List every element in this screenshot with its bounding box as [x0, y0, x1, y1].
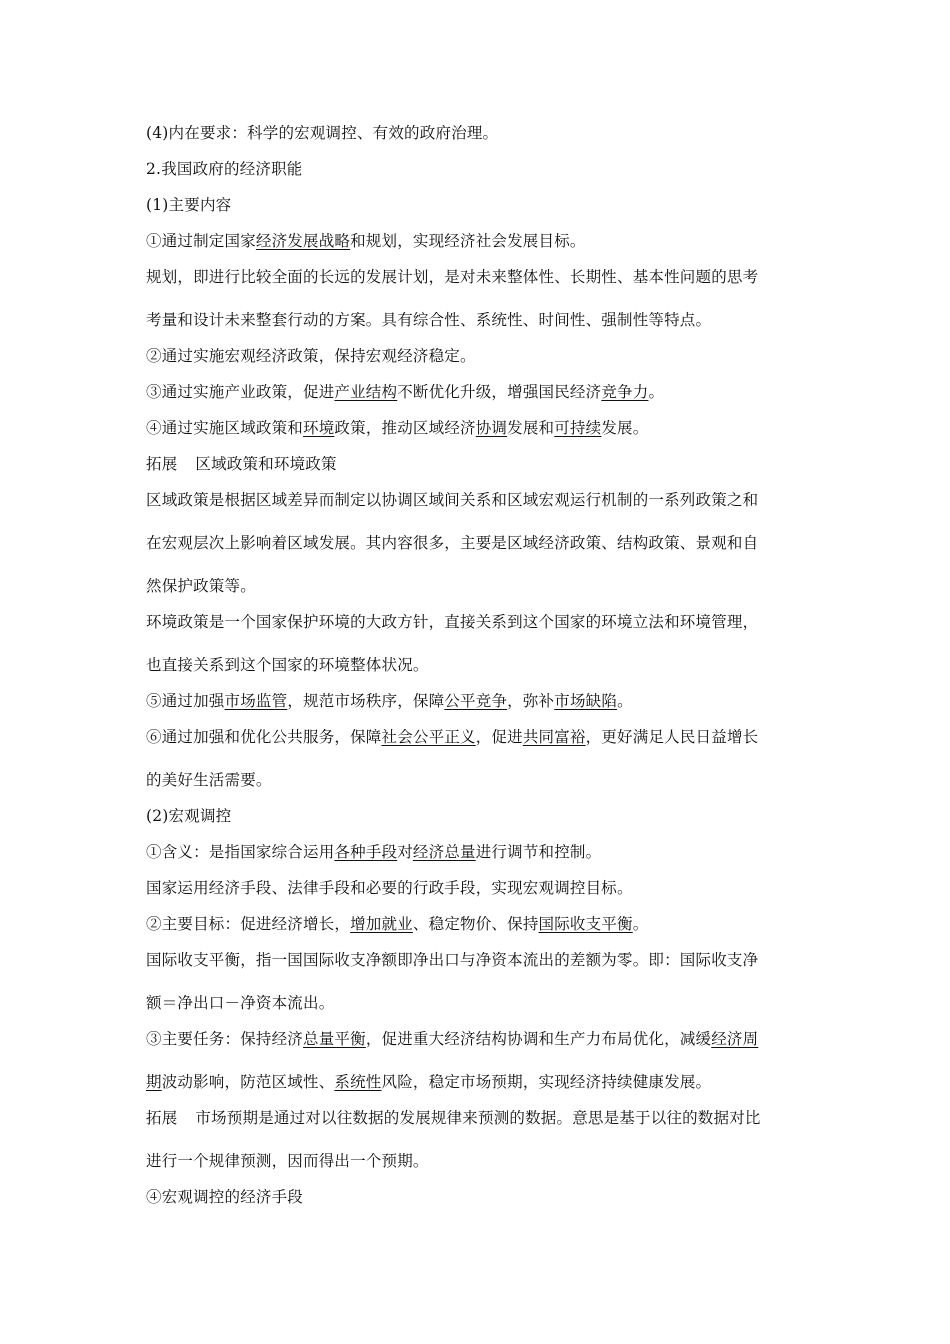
planning-note-line-2: 考量和设计未来整套行动的方案。具有综合性、系统性、时间性、强制性等特点。	[146, 311, 712, 329]
line-1: (4)内在要求：科学的宏观调控、有效的政府治理。	[146, 124, 499, 142]
regional-policy-line-1: 区域政策是根据区域差异而制定以协调区域间关系和区域宏观运行机制的一系列政策之和	[146, 491, 759, 509]
document-page	[146, 123, 808, 1207]
section-heading-2: 2.我国政府的经济职能	[146, 160, 303, 178]
item-2: ②通过实施宏观经济政策，保持宏观经济稳定。	[146, 347, 476, 365]
regional-policy-line-2: 在宏观层次上影响着区域发展。其内容很多，主要是区域经济政策、结构政策、景观和自	[146, 534, 759, 552]
extension-heading-1: 拓展 区域政策和环境政策	[146, 455, 337, 473]
environment-policy-line-1: 环境政策是一个国家保护环境的大政方针，直接关系到这个国家的环境立法和环境管理，	[146, 613, 759, 631]
extension-line-1: 拓展 市场预期是通过对以往数据的发展规律来预测的数据。意思是基于以往的数据对比	[146, 1109, 761, 1127]
macro-item-1: ①含义：是指国家综合运用各种手段对经济总量进行调节和控制。	[146, 843, 602, 861]
item-6-line-2: 的美好生活需要。	[146, 771, 272, 789]
regional-policy-line-3: 然保护政策等。	[146, 577, 256, 595]
balance-note-line-2: 额＝净出口－净资本流出。	[146, 994, 335, 1012]
macro-item-3-line-1: ③主要任务：保持经济总量平衡，促进重大经济结构协调和生产力布局优化，减缓经济周	[146, 1030, 759, 1048]
planning-note-line-1: 规划，即进行比较全面的长远的发展计划，是对未来整体性、长期性、基本性问题的思考	[146, 268, 759, 286]
item-5: ⑤通过加强市场监管，规范市场秩序，保障公平竞争，弥补市场缺陷。	[146, 692, 633, 710]
macro-item-3-line-2: 期波动影响，防范区域性、系统性风险，稳定市场预期，实现经济持续健康发展。	[146, 1073, 712, 1091]
macro-means-note: 国家运用经济手段、法律手段和必要的行政手段，实现宏观调控目标。	[146, 879, 633, 897]
extension-line-2: 进行一个规律预测，因而得出一个预期。	[146, 1152, 429, 1170]
item-6-line-1: ⑥通过加强和优化公共服务，保障社会公平正义，促进共同富裕，更好满足人民日益增长	[146, 728, 759, 746]
macro-item-4: ④宏观调控的经济手段	[146, 1188, 304, 1206]
balance-note-line-1: 国际收支平衡，指一国国际收支净额即净出口与净资本流出的差额为零。即：国际收支净	[146, 951, 759, 969]
item-1: ①通过制定国家经济发展战略和规划，实现经济社会发展目标。	[146, 232, 586, 250]
environment-policy-line-2: 也直接关系到这个国家的环境整体状况。	[146, 656, 429, 674]
macro-item-2: ②主要目标：促进经济增长，增加就业、稳定物价、保持国际收支平衡。	[146, 915, 649, 933]
item-4: ④通过实施区域政策和环境政策，推动区域经济协调发展和可持续发展。	[146, 419, 649, 437]
item-3: ③通过实施产业政策，促进产业结构不断优化升级，增强国民经济竞争力。	[146, 383, 665, 401]
subheading-1: (1)主要内容	[146, 196, 232, 214]
subheading-2: (2)宏观调控	[146, 807, 232, 825]
